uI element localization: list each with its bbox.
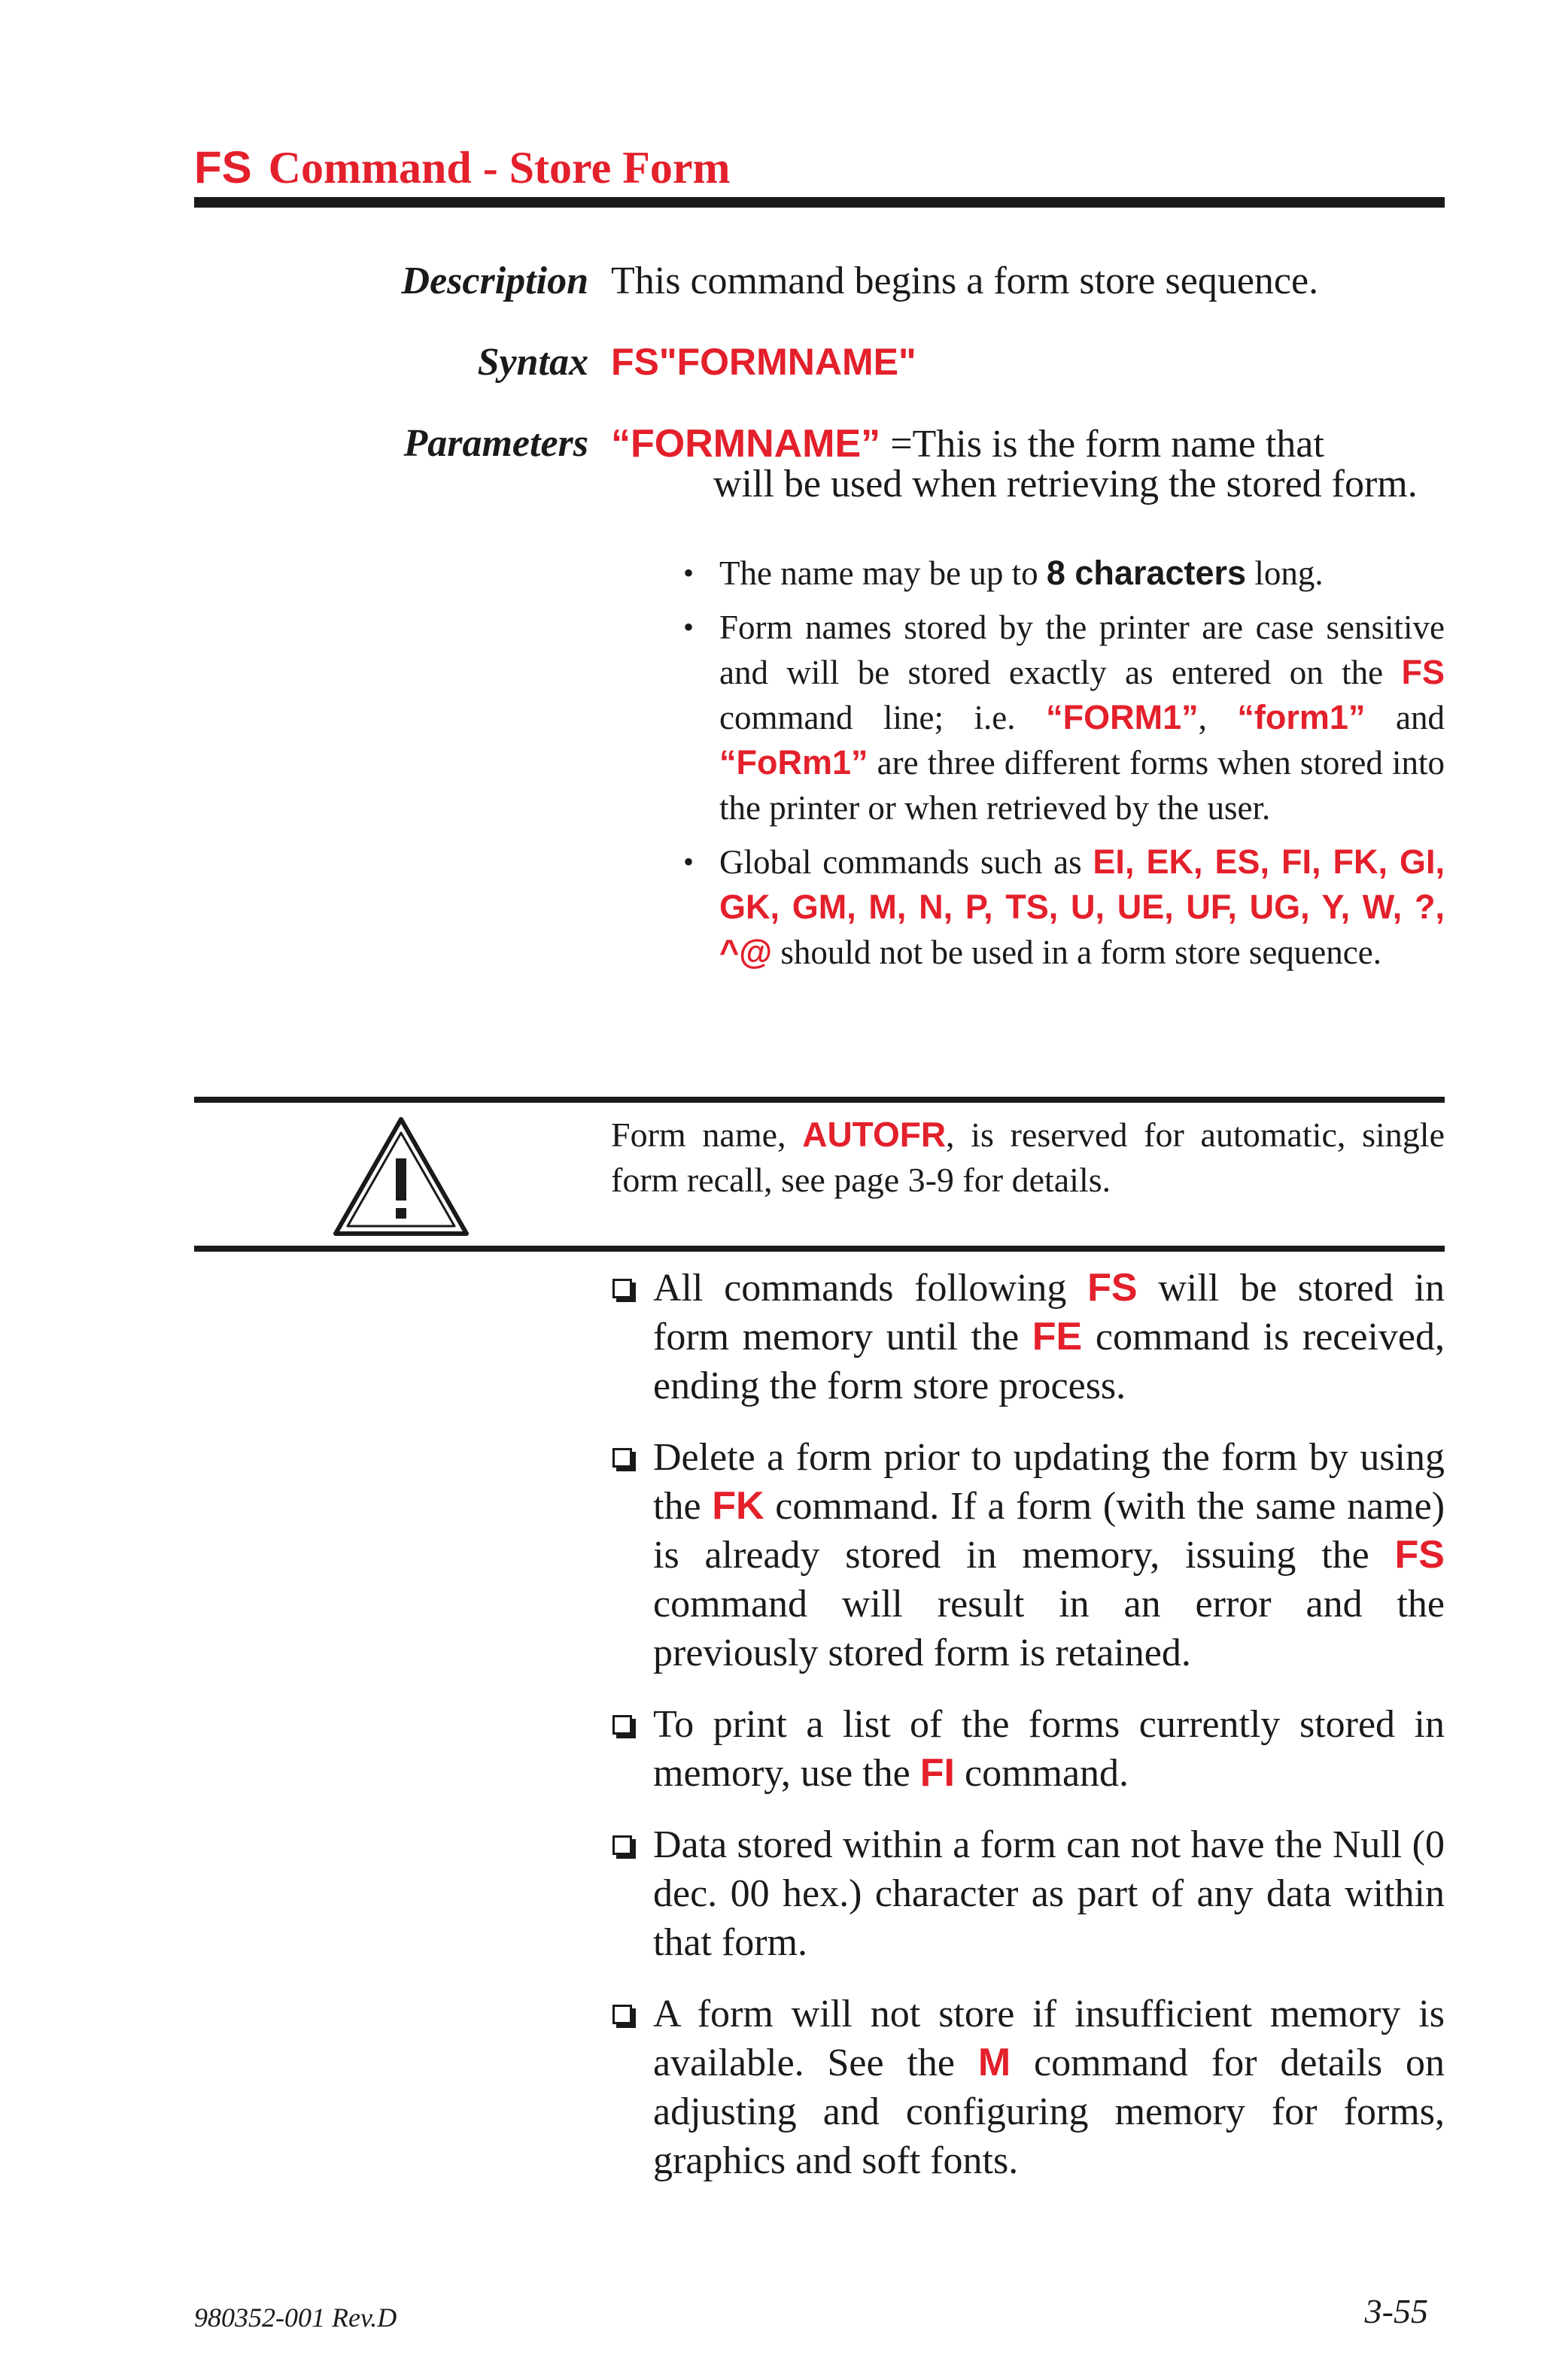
parameter-bullets bbox=[683, 551, 1445, 984]
list-item: Delete a form prior to updating the form by using the FK command. If a form (with the same name) is already stored in memory, issuing the FS command will result in an error and the previously stored form is retained. bbox=[611, 1433, 1445, 1677]
checkbox-bullet-icon bbox=[612, 1279, 632, 1298]
max-length-emphasis: 8 characters bbox=[1046, 554, 1247, 592]
parameters-label: Parameters bbox=[403, 422, 588, 465]
reserved-form-name: AUTOFR bbox=[802, 1115, 947, 1154]
page-title bbox=[194, 141, 730, 194]
warning-text: Form name, AUTOFR, is reserved for automatic, single form recall, see page 3-9 for details. bbox=[611, 1115, 1445, 1199]
list-item: A form will not store if insufficient memory is available. See the M command for details on adjusting and configuring memory for forms, graphics and soft fonts. bbox=[611, 1990, 1445, 2185]
list-item: • Global commands such as EI, EK, ES, FI, FK, GI, GK, GM, M, N, P, TS, U, UE, UF, UG, Y, W, ?, ^@ should not be used in a form store sequence. bbox=[683, 839, 1445, 975]
checkbox-bullet-icon bbox=[612, 1835, 632, 1855]
syntax-label: Syntax bbox=[477, 341, 588, 384]
global-commands-list: EI, EK, ES, FI, FK, GI, GK, GM, M, N, P, TS, U, UE, UF, UG, Y, W, ?, ^@ bbox=[719, 842, 1445, 971]
list-item: Data stored within a form can not have the Null (0 dec. 00 hex.) character as part of any data within that form. bbox=[611, 1820, 1445, 1967]
header-rule bbox=[194, 197, 1445, 208]
parameter-definition bbox=[611, 421, 1324, 466]
notes-list bbox=[611, 1264, 1445, 2208]
parameter-continuation: will be used when retrieving the stored form. bbox=[713, 463, 1418, 505]
command-code: FS bbox=[194, 142, 252, 193]
document-number: 980352-001 Rev.D bbox=[194, 2303, 397, 2333]
parameter-equals-text: =This is the form name that bbox=[890, 423, 1324, 466]
page-number: 3-55 bbox=[1364, 2292, 1428, 2330]
description-text: This command begins a form store sequence. bbox=[611, 260, 1319, 302]
list-item: • The name may be up to 8 characters long. bbox=[683, 551, 1445, 596]
checkbox-bullet-icon bbox=[612, 1448, 632, 1468]
syntax-value: FS"FORMNAME" bbox=[611, 341, 916, 383]
list-item: All commands following FS will be stored in form memory until the FE command is received, ending the form store process. bbox=[611, 1264, 1445, 1410]
checkbox-bullet-icon bbox=[612, 2005, 632, 2024]
warning-top-rule bbox=[194, 1097, 1445, 1103]
parameter-name: “FORMNAME” bbox=[611, 422, 881, 466]
description-label: Description bbox=[401, 260, 588, 302]
list-item: • Form names stored by the printer are case sensitive and will be stored exactly as entered on the FS command line; i.e. “FORM1”, “form1” and “FoRm1” are three different forms when stored into the printer or when retrieved by the user. bbox=[683, 605, 1445, 830]
warning-bottom-rule bbox=[194, 1246, 1445, 1252]
warning-triangle-icon bbox=[331, 1115, 471, 1238]
list-item: To print a list of the forms currently stored in memory, use the FI command. bbox=[611, 1700, 1445, 1798]
checkbox-bullet-icon bbox=[612, 1715, 632, 1735]
command-title: Command - Store Form bbox=[268, 143, 731, 193]
